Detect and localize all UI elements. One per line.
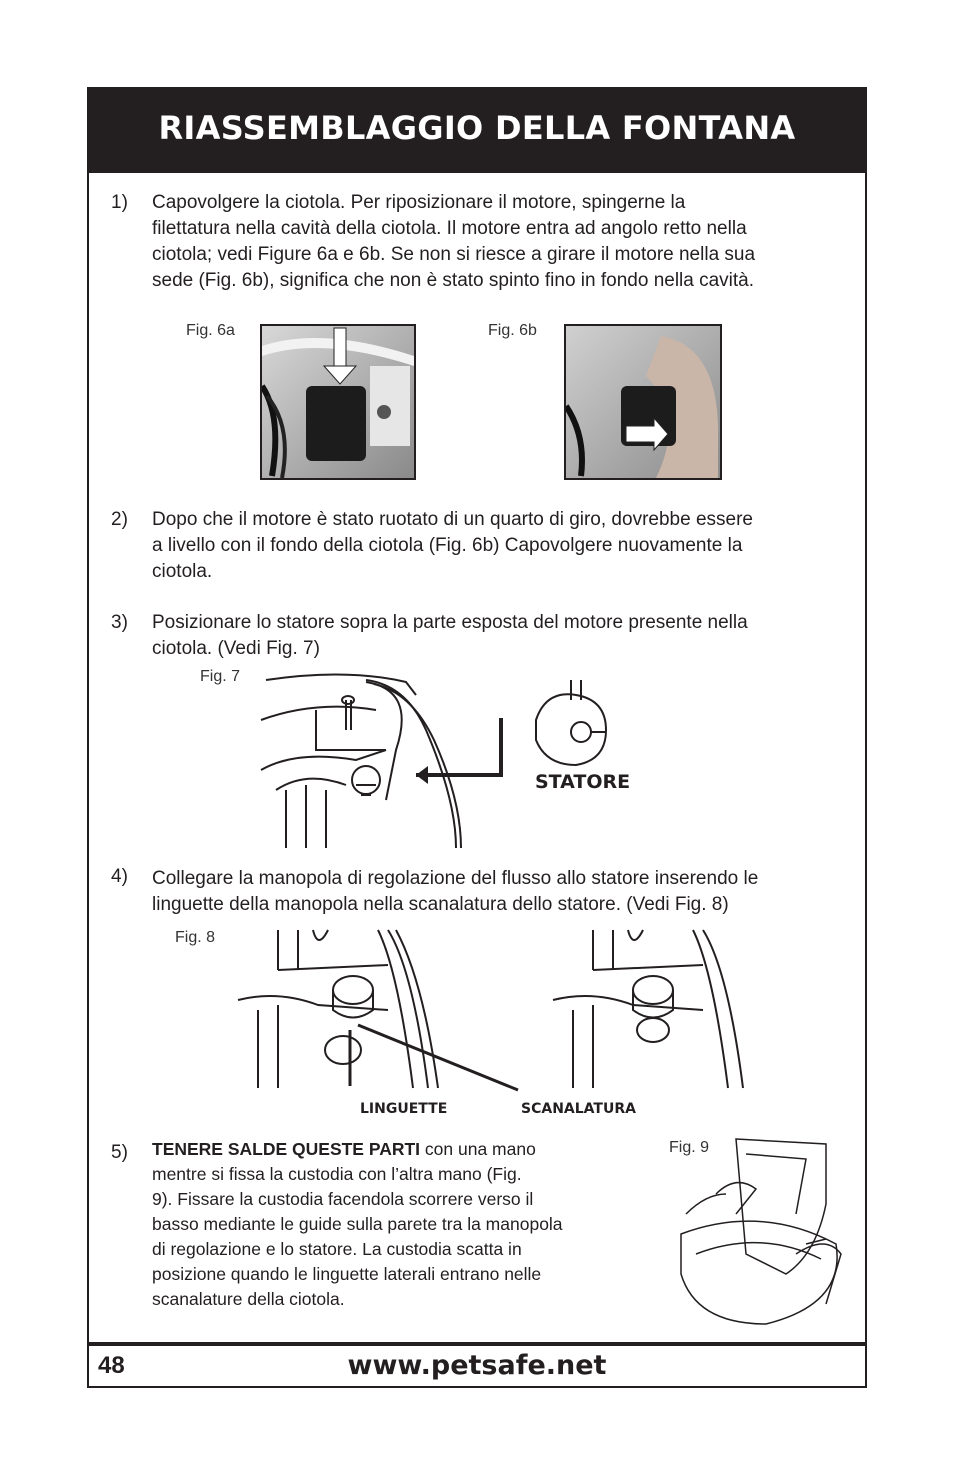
fig-6a-label: Fig. 6a: [186, 322, 235, 339]
fig-7-label: Fig. 7: [200, 668, 241, 685]
footer-divider: [87, 1342, 867, 1346]
footer-url[interactable]: www.petsafe.net: [347, 1350, 607, 1381]
fig-8-drawing: [238, 930, 758, 1088]
step-5-bold: TENERE SALDE QUESTE PARTI: [152, 1139, 421, 1159]
step-1-text: Capovolgere la ciotola. Per riposizionare il motore, spingerne la filettatura nella cavità della ciotola. Il motore entra ad angolo retto nella ciotola; vedi Figure 6a e 6b. Se non si riesce a girare il motore nella sua sede (Fig. 6b), significa che non è stato spinto fino in fondo nella cavità.: [152, 192, 756, 291]
step-2-text: Dopo che il motore è stato ruotato di un quarto di giro, dovrebbe essere a livello con il fondo della ciotola (Fig. 6b) Capovolgere nuovamente la ciotola.: [152, 509, 753, 582]
step-4-text: Collegare la manopola di regolazione del flusso allo statore inserendo le linguette della manopola nella scanalatura dello statore. (Vedi Fig. 8): [152, 868, 759, 915]
step-5-text: [152, 1137, 642, 1312]
scanalatura-caption: SCANALATURA: [521, 1101, 636, 1117]
fig-6a-photo: [260, 324, 416, 480]
statore-caption: STATORE: [535, 771, 631, 793]
page-title: RIASSEMBLAGGIO DELLA FONTANA: [158, 109, 796, 147]
linguette-caption: LINGUETTE: [360, 1101, 448, 1117]
step-5-body: con una mano mentre si fissa la custodia con l’altra mano (Fig. 9). Fissare la custodia facendola scorrere verso il basso mediante le guide sulla parete tra la manopola di regolazione e lo statore. La custodia scatta in posizione quando le linguette laterali entrano nelle scanalature della ciotola.: [152, 1139, 563, 1309]
step-2-number: 2): [111, 509, 128, 530]
fig-9-label: Fig. 9: [669, 1139, 710, 1156]
fig-9-drawing: [676, 1134, 846, 1336]
step-3-text: Posizionare lo statore sopra la parte esposta del motore presente nella ciotola. (Vedi Fig. 7): [152, 612, 748, 659]
step-3-number: 3): [111, 612, 128, 633]
step-4-number: 4): [111, 866, 128, 887]
step-1-number: 1): [111, 192, 128, 213]
fig-7-drawing: [256, 670, 656, 848]
page-header: [87, 87, 867, 173]
fig-8-label: Fig. 8: [175, 929, 216, 946]
step-5-number: 5): [111, 1142, 128, 1163]
page-number: 48: [98, 1352, 125, 1379]
fig-6b-photo: [564, 324, 722, 480]
fig-6b-label: Fig. 6b: [488, 322, 537, 339]
